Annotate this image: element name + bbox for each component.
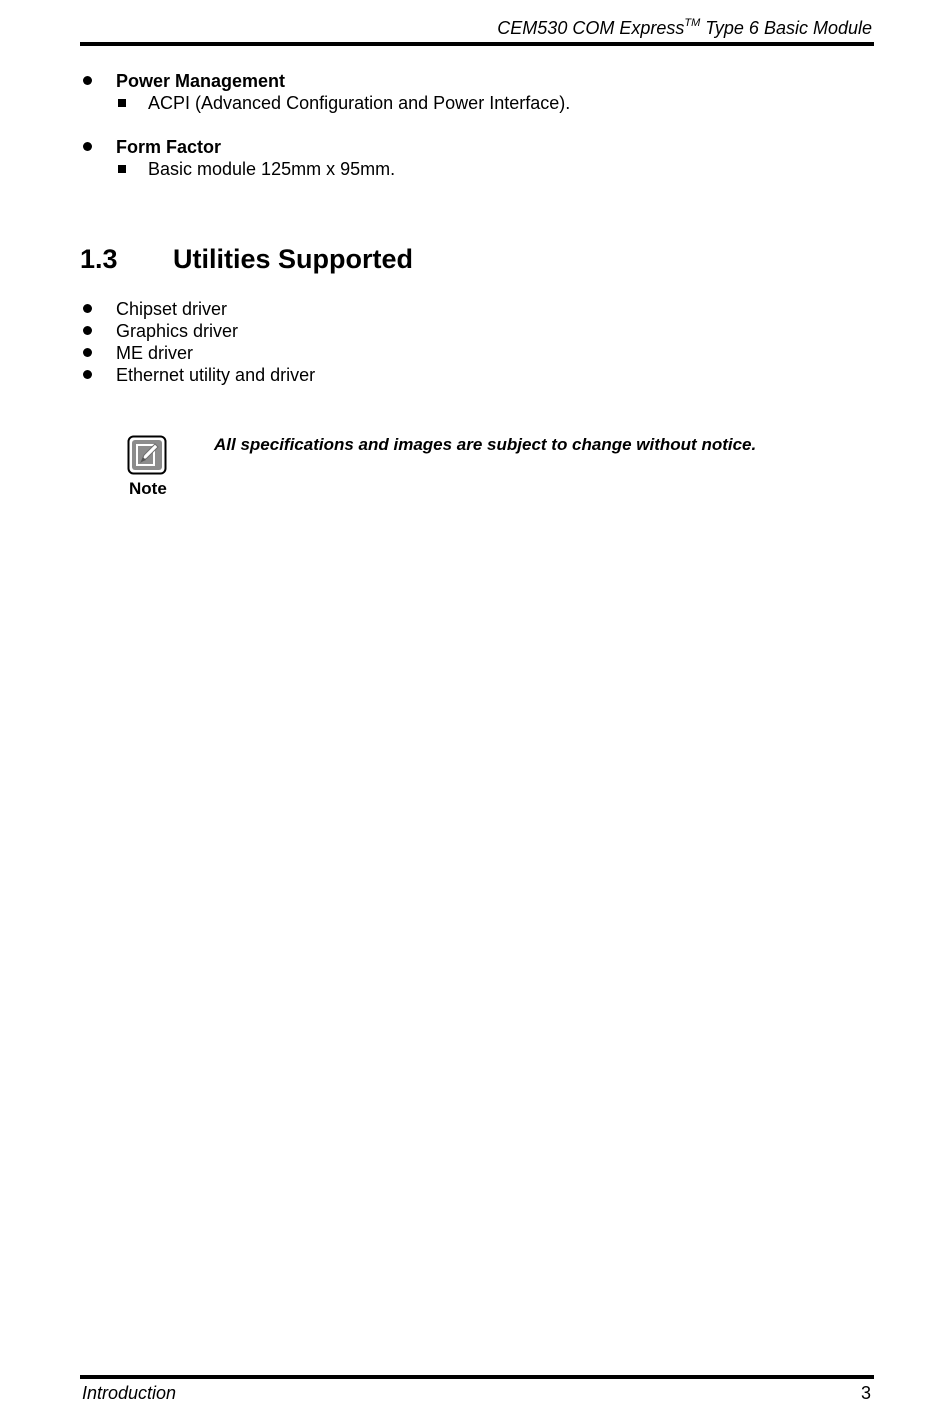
bullet-square-icon	[118, 165, 126, 173]
feature-item: Basic module 125mm x 95mm.	[148, 159, 396, 179]
bullet-dot-icon	[83, 142, 92, 151]
header-title-main: CEM530 COM Express	[497, 18, 685, 38]
list-item-text: Chipset driver	[116, 299, 228, 319]
bullet-dot-icon	[83, 304, 92, 313]
header-title-trademark: TM	[684, 17, 701, 29]
section-number: 1.3	[80, 244, 118, 274]
footer-section-name: Introduction	[82, 1383, 177, 1403]
feature-heading: Form Factor	[116, 137, 222, 157]
footer-rule	[80, 1375, 874, 1379]
header-rule	[80, 42, 874, 46]
note-text: All specifications and images are subject to change without notice.	[214, 435, 757, 454]
feature-heading: Power Management	[116, 71, 286, 91]
section-title: Utilities Supported	[173, 244, 414, 274]
list-item-text: Graphics driver	[116, 321, 239, 341]
page-number: 3	[860, 1383, 871, 1403]
bullet-square-icon	[118, 99, 126, 107]
note-pencil-icon	[127, 435, 167, 475]
bullet-dot-icon	[83, 326, 92, 335]
bullet-dot-icon	[83, 76, 92, 85]
note-label: Note	[129, 479, 167, 498]
feature-item: ACPI (Advanced Configuration and Power Interface).	[148, 93, 571, 113]
list-item-text: ME driver	[116, 343, 194, 363]
header-title-rest: Type 6 Basic Module	[700, 18, 872, 38]
list-item-text: Ethernet utility and driver	[116, 365, 316, 385]
header-title	[497, 18, 872, 39]
bullet-dot-icon	[83, 348, 92, 357]
bullet-dot-icon	[83, 370, 92, 379]
